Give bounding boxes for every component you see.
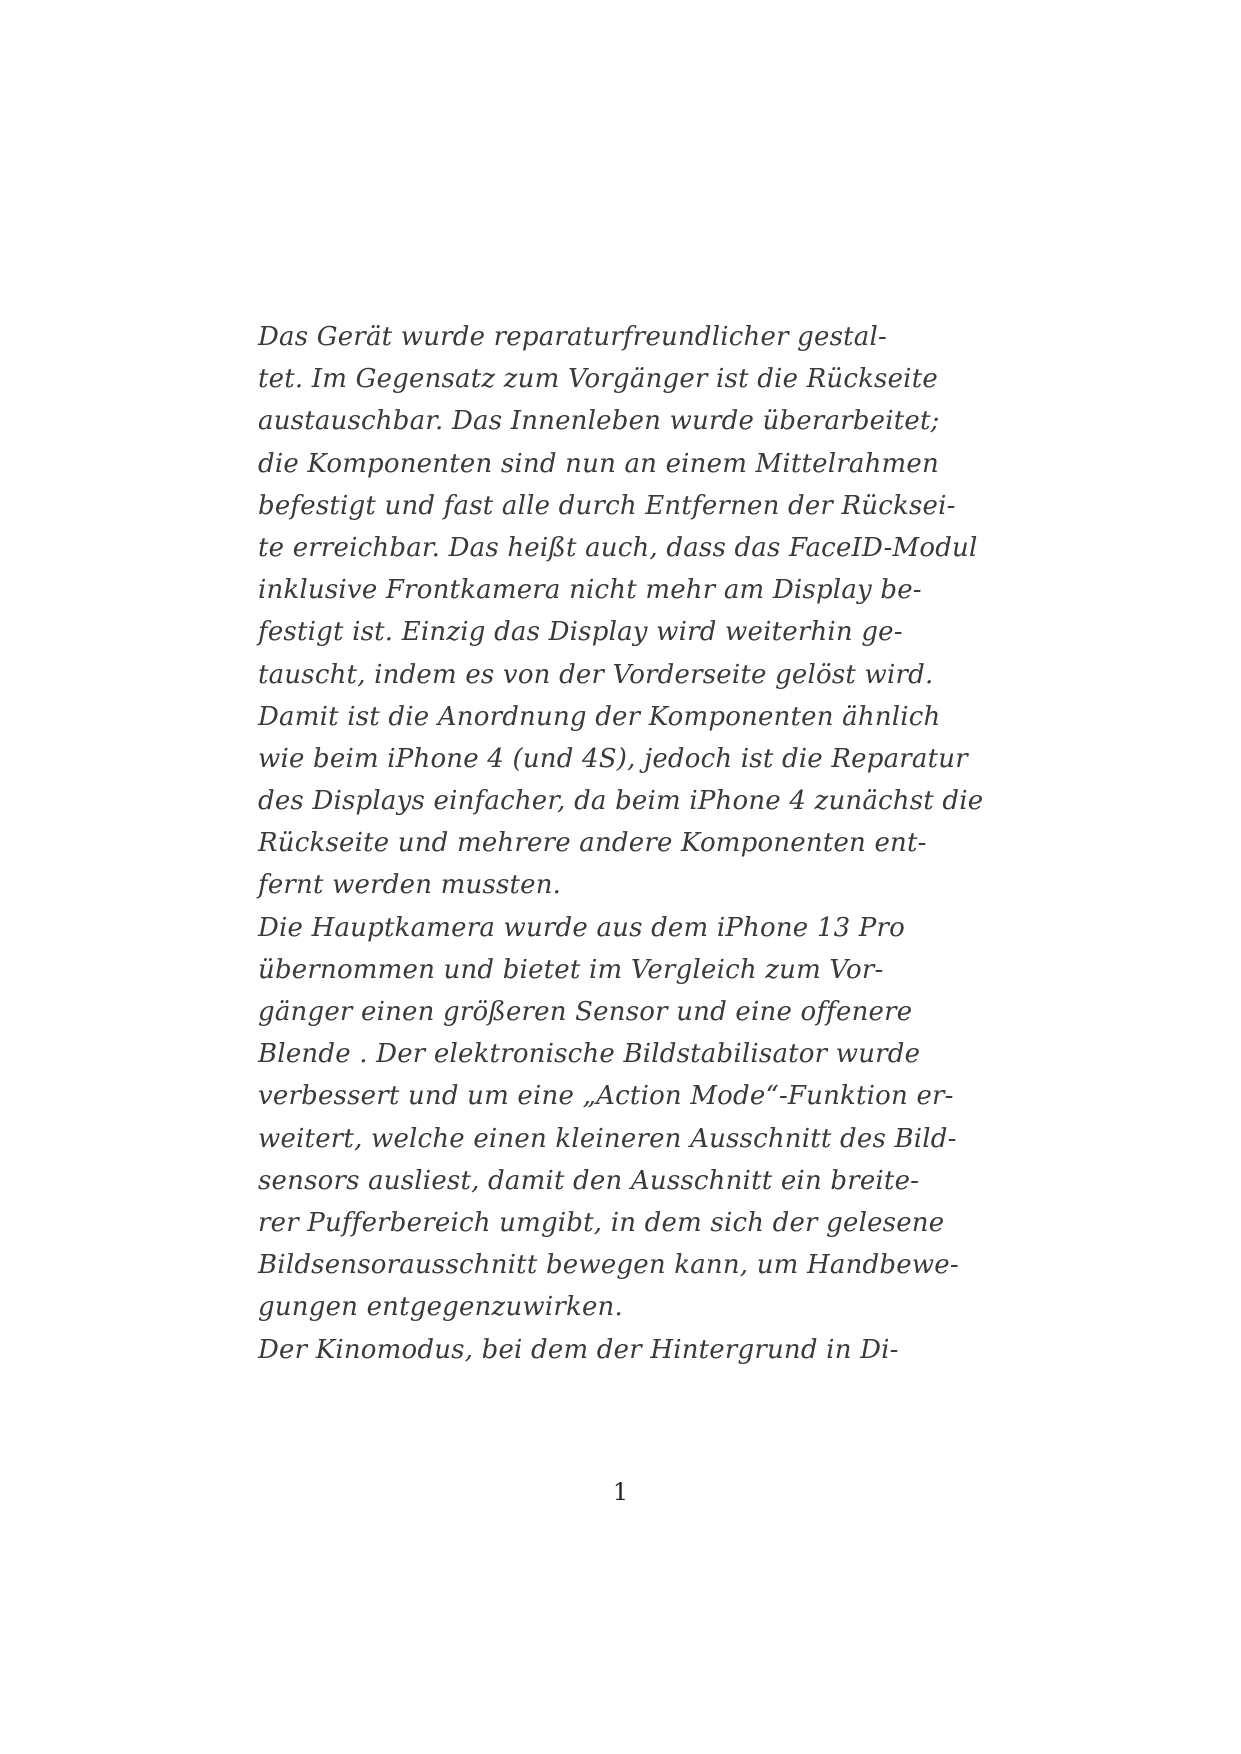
paragraph-3 <box>258 1329 1020 1371</box>
text-line: Rückseite und mehrere andere Komponenten ent- <box>258 828 927 859</box>
text-line: Blende . Der elektronische Bildstabilisator wurde <box>258 1039 921 1070</box>
paragraph-2 <box>258 907 1020 1329</box>
text-line: sensors ausliest, damit den Ausschnitt ein breite- <box>258 1165 920 1196</box>
text-line: Bildsensorausschnitt bewegen kann, um Handbewe- <box>258 1250 959 1281</box>
text-line: austauschbar. Das Innenleben wurde überarbeitet; <box>258 406 940 437</box>
text-line: wie beim iPhone 4 (und 4S), jedoch ist die Reparatur <box>258 743 968 774</box>
text-line: die Komponenten sind nun an einem Mittelrahmen <box>258 448 939 479</box>
text-line: weitert, welche einen kleineren Ausschnitt des Bild- <box>258 1123 957 1154</box>
text-line: festigt ist. Einzig das Display wird weiterhin ge- <box>258 617 903 648</box>
text-line: tet. Im Gegensatz zum Vorgänger ist die Rückseite <box>258 364 938 395</box>
text-line: des Displays einfacher, da beim iPhone 4 zunächst die <box>258 786 984 817</box>
body-text <box>258 316 1020 1371</box>
text-line: Der Kinomodus, bei dem der Hintergrund in Di- <box>258 1334 899 1365</box>
text-line: tauscht, indem es von der Vorderseite gelöst wird. <box>258 659 934 690</box>
text-line: übernommen und bietet im Vergleich zum Vor- <box>258 954 884 985</box>
text-line: gungen entgegenzuwirken. <box>258 1292 623 1323</box>
text-line: gänger einen größeren Sensor und eine offenere <box>258 997 913 1027</box>
paragraph-1 <box>258 316 1020 907</box>
text-line: inklusive Frontkamera nicht mehr am Display be- <box>258 575 922 606</box>
text-line: Das Gerät wurde reparaturfreundlicher gestal- <box>258 322 888 352</box>
text-line: Die Hauptkamera wurde aus dem iPhone 13 Pro <box>258 912 905 943</box>
text-line: Damit ist die Anordnung der Komponenten ähnlich <box>258 701 941 732</box>
text-line: verbessert und um eine „Action Mode“-Funktion er- <box>258 1081 954 1112</box>
text-line: rer Pufferbereich umgibt, in dem sich der gelesene <box>258 1207 945 1238</box>
text-line: fernt werden mussten. <box>258 870 562 901</box>
text-line: befestigt und fast alle durch Entfernen der Rücksei- <box>258 490 956 521</box>
text-line: te erreichbar. Das heißt auch, dass das FaceID-Modul <box>258 532 978 563</box>
page-number: 1 <box>612 1478 629 1506</box>
